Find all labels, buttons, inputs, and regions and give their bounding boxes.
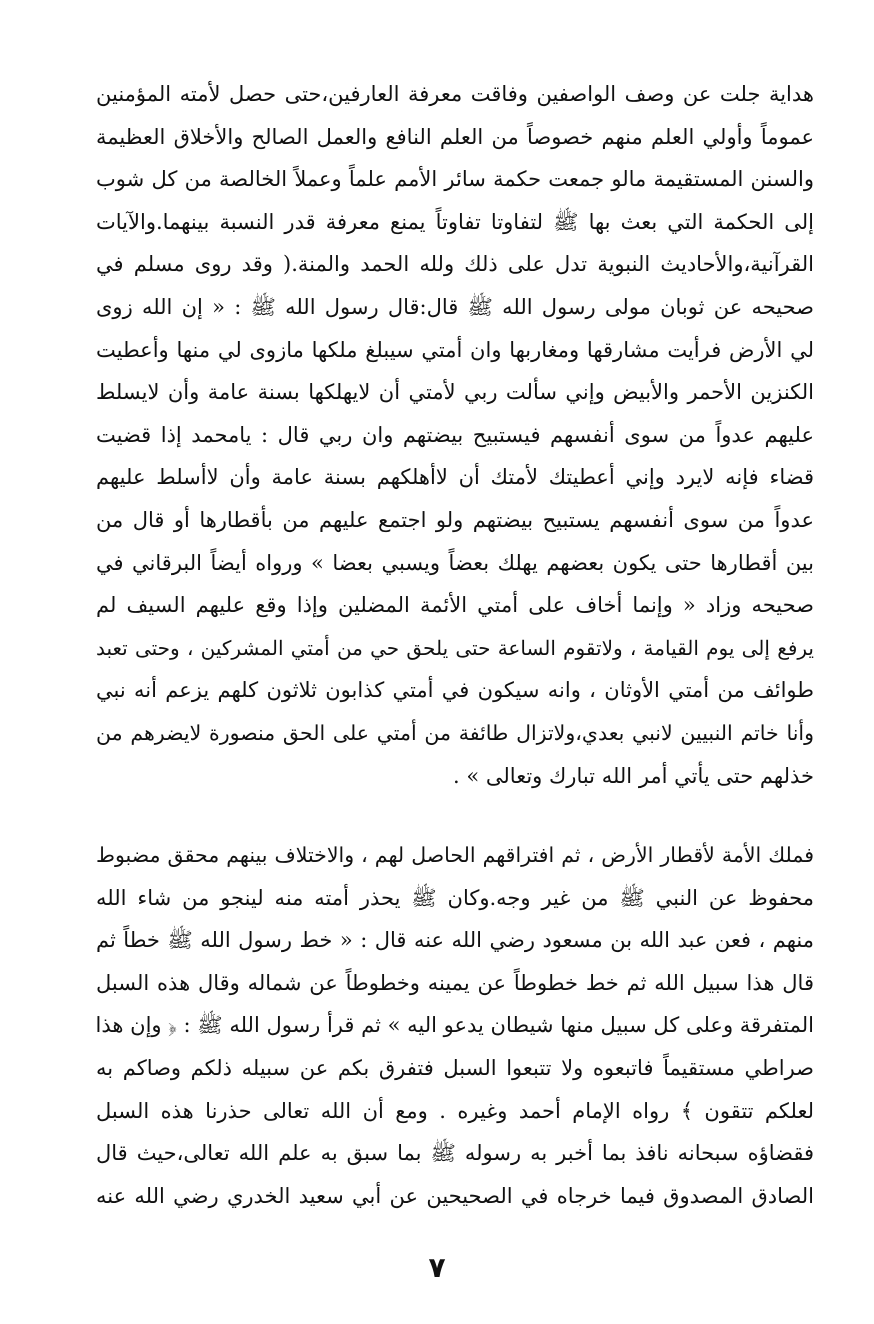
text-line: القرآنية،والأحاديث النبوية تدل على ذلك ولله الحمد والمنة.( وقد روى مسلم في bbox=[96, 252, 814, 277]
text-line: لي الأرض فرأيت مشارقها ومغاربها وان أمتي سيبلغ ملكها مازوى لي منها وأعطيت bbox=[96, 337, 814, 362]
text-line: عدواً من سوى أنفسهم يستبيح بيضتهم ولو اجتمع عليهم من بأقطارها أو قال من bbox=[96, 507, 814, 532]
paragraph-2 bbox=[96, 834, 814, 1217]
text-line: منهم ، فعن عبد الله بن مسعود رضي الله عنه قال : « خط رسول الله ﷺ خطاً ثم bbox=[96, 928, 814, 953]
text-line: خذلهم حتى يأتي أمر الله تبارك وتعالى » . bbox=[453, 763, 814, 788]
page-number: ٧ bbox=[428, 1251, 446, 1284]
text-line: صحيحه عن ثوبان مولى رسول الله ﷺ قال:قال رسول الله ﷺ : « إن الله زوى bbox=[96, 294, 814, 319]
text-line: عموماً وأولي العلم منهم خصوصاً من العلم النافع والعمل الصالح والأخلاق العظيمة bbox=[96, 124, 814, 149]
text-line: والسنن المستقيمة مالو جمعت حكمة سائر الأمم علماً وعملاً الخالصة من كل شوب bbox=[96, 167, 814, 192]
text-line: وأنا خاتم النبيين لانبي بعدي،ولاتزال طائفة من أمتي على الحق منصورة لايضرهم من bbox=[96, 720, 814, 745]
text-line: صحيحه وزاد « وإنما أخاف على أمتي الأئمة المضلين وإذا وقع عليهم السيف لم bbox=[96, 593, 814, 618]
text-line: صراطي مستقيماً فاتبعوه ولا تتبعوا السبل فتفرق بكم عن سبيله ذلكم وصاكم به bbox=[96, 1055, 814, 1080]
text-line: فقضاؤه سبحانه نافذ بما أخبر به رسوله ﷺ بما سبق به علم الله تعالى،حيث قال bbox=[96, 1141, 814, 1166]
text-line: قال هذا سبيل الله ثم خط خطوطاً عن يمينه وخطوطاً عن شماله وقال هذه السبل bbox=[96, 970, 814, 995]
text-line: هداية جلت عن وصف الواصفين وفاقت معرفة العارفين،حتى حصل لأمته المؤمنين bbox=[96, 82, 814, 106]
text-line: فملك الأمة لأقطار الأرض ، ثم افتراقهم الحاصل لهم ، والاختلاف بينهم محقق مضبوط bbox=[96, 843, 814, 867]
text-line: الصادق المصدوق فيما خرجاه في الصحيحين عن أبي سعيد الخدري رضي الله عنه bbox=[96, 1183, 814, 1208]
text-line: الكنزين الأحمر والأبيض وإني سألت ربي لأمتي أن لايهلكها بسنة عامة وأن لايسلط bbox=[96, 380, 814, 405]
text-line: عليهم عدواً من سوى أنفسهم فيستبيح بيضتهم وان ربي قال : يامحمد إذا قضيت bbox=[96, 422, 814, 447]
text-line: محفوظ عن النبي ﷺ من غير وجه.وكان ﷺ يحذر أمته منه لينجو من شاء الله bbox=[96, 885, 814, 910]
text-line: يرفع إلى يوم القيامة ، ولاتقوم الساعة حتى يلحق حي من أمتي المشركين ، وحتى تعبد bbox=[96, 635, 814, 660]
text-line: بين أقطارها حتى يكون بعضهم يهلك بعضاً ويسبي بعضا » ورواه أيضاً البرقاني في bbox=[96, 550, 814, 575]
text-line: طوائف من أمتي الأوثان ، وانه سيكون في أمتي كذابون ثلاثون كلهم يزعم أنه نبي bbox=[96, 678, 814, 703]
text-line: قضاء فإنه لايرد وإني أعطيتك لأمتك أن لاأهلكهم بسنة عامة وأن لاأسلط عليهم bbox=[96, 465, 814, 490]
paragraph-1 bbox=[96, 73, 814, 797]
text-line: المتفرقة وعلى كل سبيل منها شيطان يدعو اليه » ثم قرأ رسول الله ﷺ : ﴿ وإن هذا bbox=[96, 1013, 814, 1038]
text-line: لعلكم تتقون ﴾ رواه الإمام أحمد وغيره . ومع أن الله تعالى حذرنا هذه السبل bbox=[96, 1098, 814, 1123]
text-line: إلى الحكمة التي بعث بها ﷺ لتفاوتا تفاوتاً يمنع معرفة قدر النسبة بينهما.والآيات bbox=[96, 209, 814, 234]
